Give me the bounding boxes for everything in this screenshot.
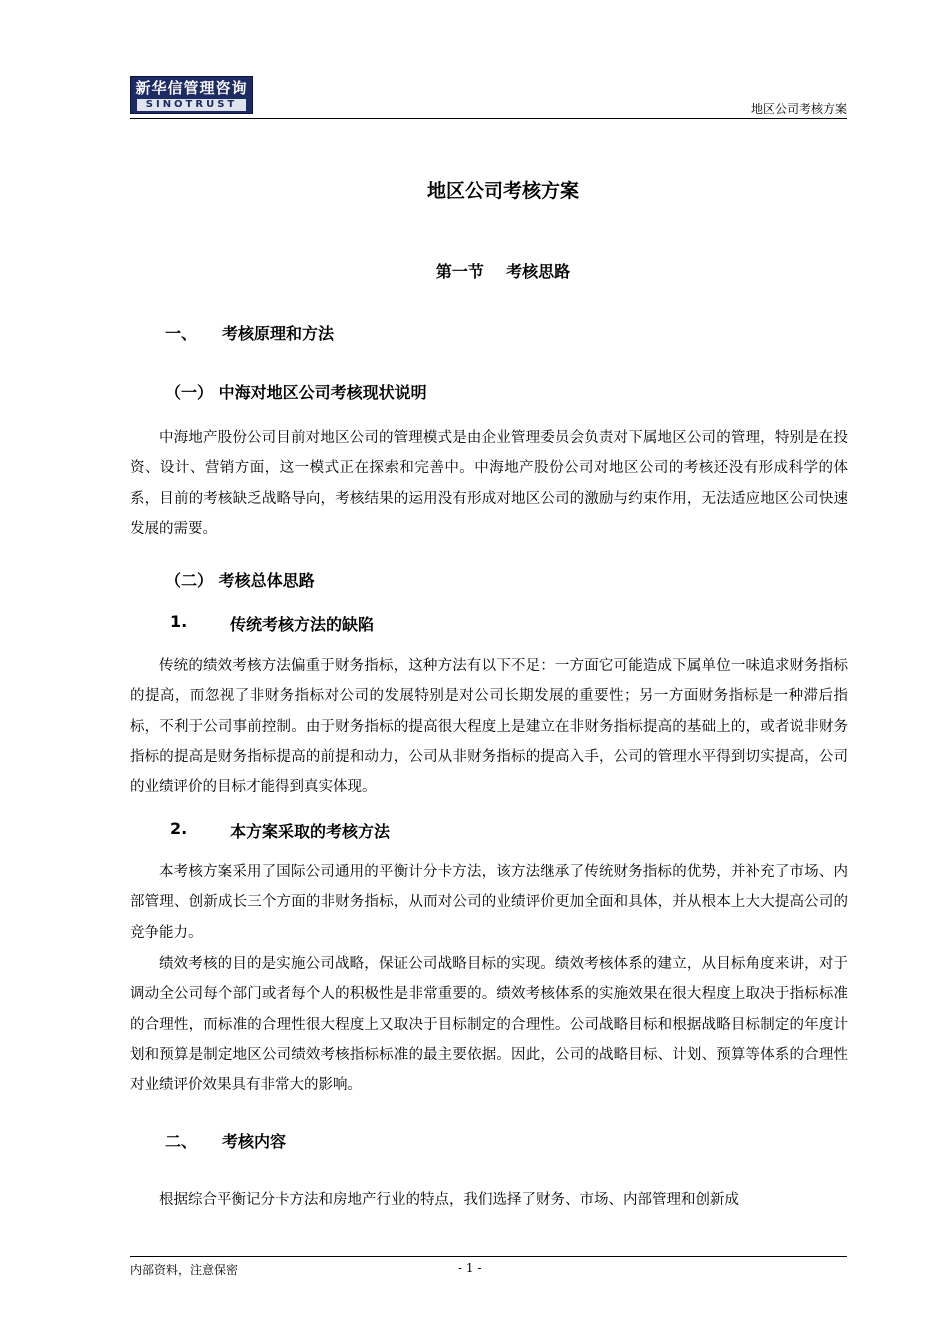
part2-number: 二、 [165, 1132, 198, 1151]
part1-heading-text: 考核原理和方法 [222, 324, 335, 343]
subsection2-heading: （二） 考核总体思路 [165, 571, 315, 590]
subsection1-paragraph: 中海地产股份公司目前对地区公司的管理模式是由企业管理委员会负责对下属地区公司的管理，特别是在投资、设计、营销方面，这一模式正在探索和完善中。中海地产股份公司对地区公司的考核还没有形成科学的体系，目前的考核缺乏战略导向，考核结果的运用没有形成对地区公司的激励与约束作用，无法适应地区公司快速发展的需要。 [130, 430, 848, 537]
section-title: 第一节 考核思路 [435, 262, 571, 281]
document-title: 地区公司考核方案 [426, 180, 579, 202]
logo-english-text: SINOTRUST [137, 99, 246, 111]
item1-paragraph: 传统的绩效考核方法偏重于财务指标，这种方法有以下不足：一方面它可能造成下属单位一味追求财务指标的提高，而忽视了非财务指标对公司的发展特别是对公司长期发展的重要性；另一方面财务指标是一种滞后指标，不利于公司事前控制。由于财务指标的提高很大程度上是建立在非财务指标提高的基础上的，或者说非财务指标的提高是财务指标提高的前提和动力，公司从非财务指标的提高入手，公司的管理水平得到切实提高，公司的业绩评价的目标才能得到真实体现。 [130, 658, 848, 796]
logo-chinese-text: 新华信管理咨询 [135, 79, 248, 97]
item1-heading-text: 传统考核方法的缺陷 [230, 615, 375, 634]
item2-paragraph-1: 本考核方案采用了国际公司通用的平衡计分卡方法，该方法继承了传统财务指标的优势，并补充了市场、内部管理、创新成长三个方面的非财务指标，从而对公司的业绩评价更加全面和具体，并从根本上大大提高公司的竞争能力。 [130, 864, 848, 941]
subsection1-heading: （一） 中海对地区公司考核现状说明 [165, 383, 427, 402]
footer-divider [130, 1256, 847, 1257]
part1-number: 一、 [165, 324, 198, 343]
item1-number: 1. [170, 612, 188, 631]
page-number: - 1 - [458, 1261, 482, 1275]
part2-paragraph: 根据综合平衡记分卡方法和房地产行业的特点，我们选择了财务、市场、内部管理和创新成 [159, 1192, 739, 1208]
header-doc-title: 地区公司考核方案 [750, 102, 847, 116]
part2-heading-text: 考核内容 [222, 1132, 287, 1151]
item2-heading-text: 本方案采取的考核方法 [230, 822, 391, 841]
item2-number: 2. [170, 819, 188, 838]
item2-paragraph-2: 绩效考核的目的是实施公司战略，保证公司战略目标的实现。绩效考核体系的建立，从目标角度来讲，对于调动全公司每个部门或者每个人的积极性是非常重要的。绩效考核体系的实施效果在很大程度上取决于指标标准的合理性，而标准的合理性很大程度上又取决于目标制定的合理性。公司战略目标和根据战略目标制定的年度计划和预算是制定地区公司绩效考核指标标准的最主要依据。因此，公司的战略目标、计划、预算等体系的合理性对业绩评价效果具有非常大的影响。 [130, 956, 848, 1094]
company-logo [130, 76, 253, 114]
header-divider [130, 118, 847, 119]
footer-confidential-note: 内部资料，注意保密 [130, 1263, 239, 1277]
